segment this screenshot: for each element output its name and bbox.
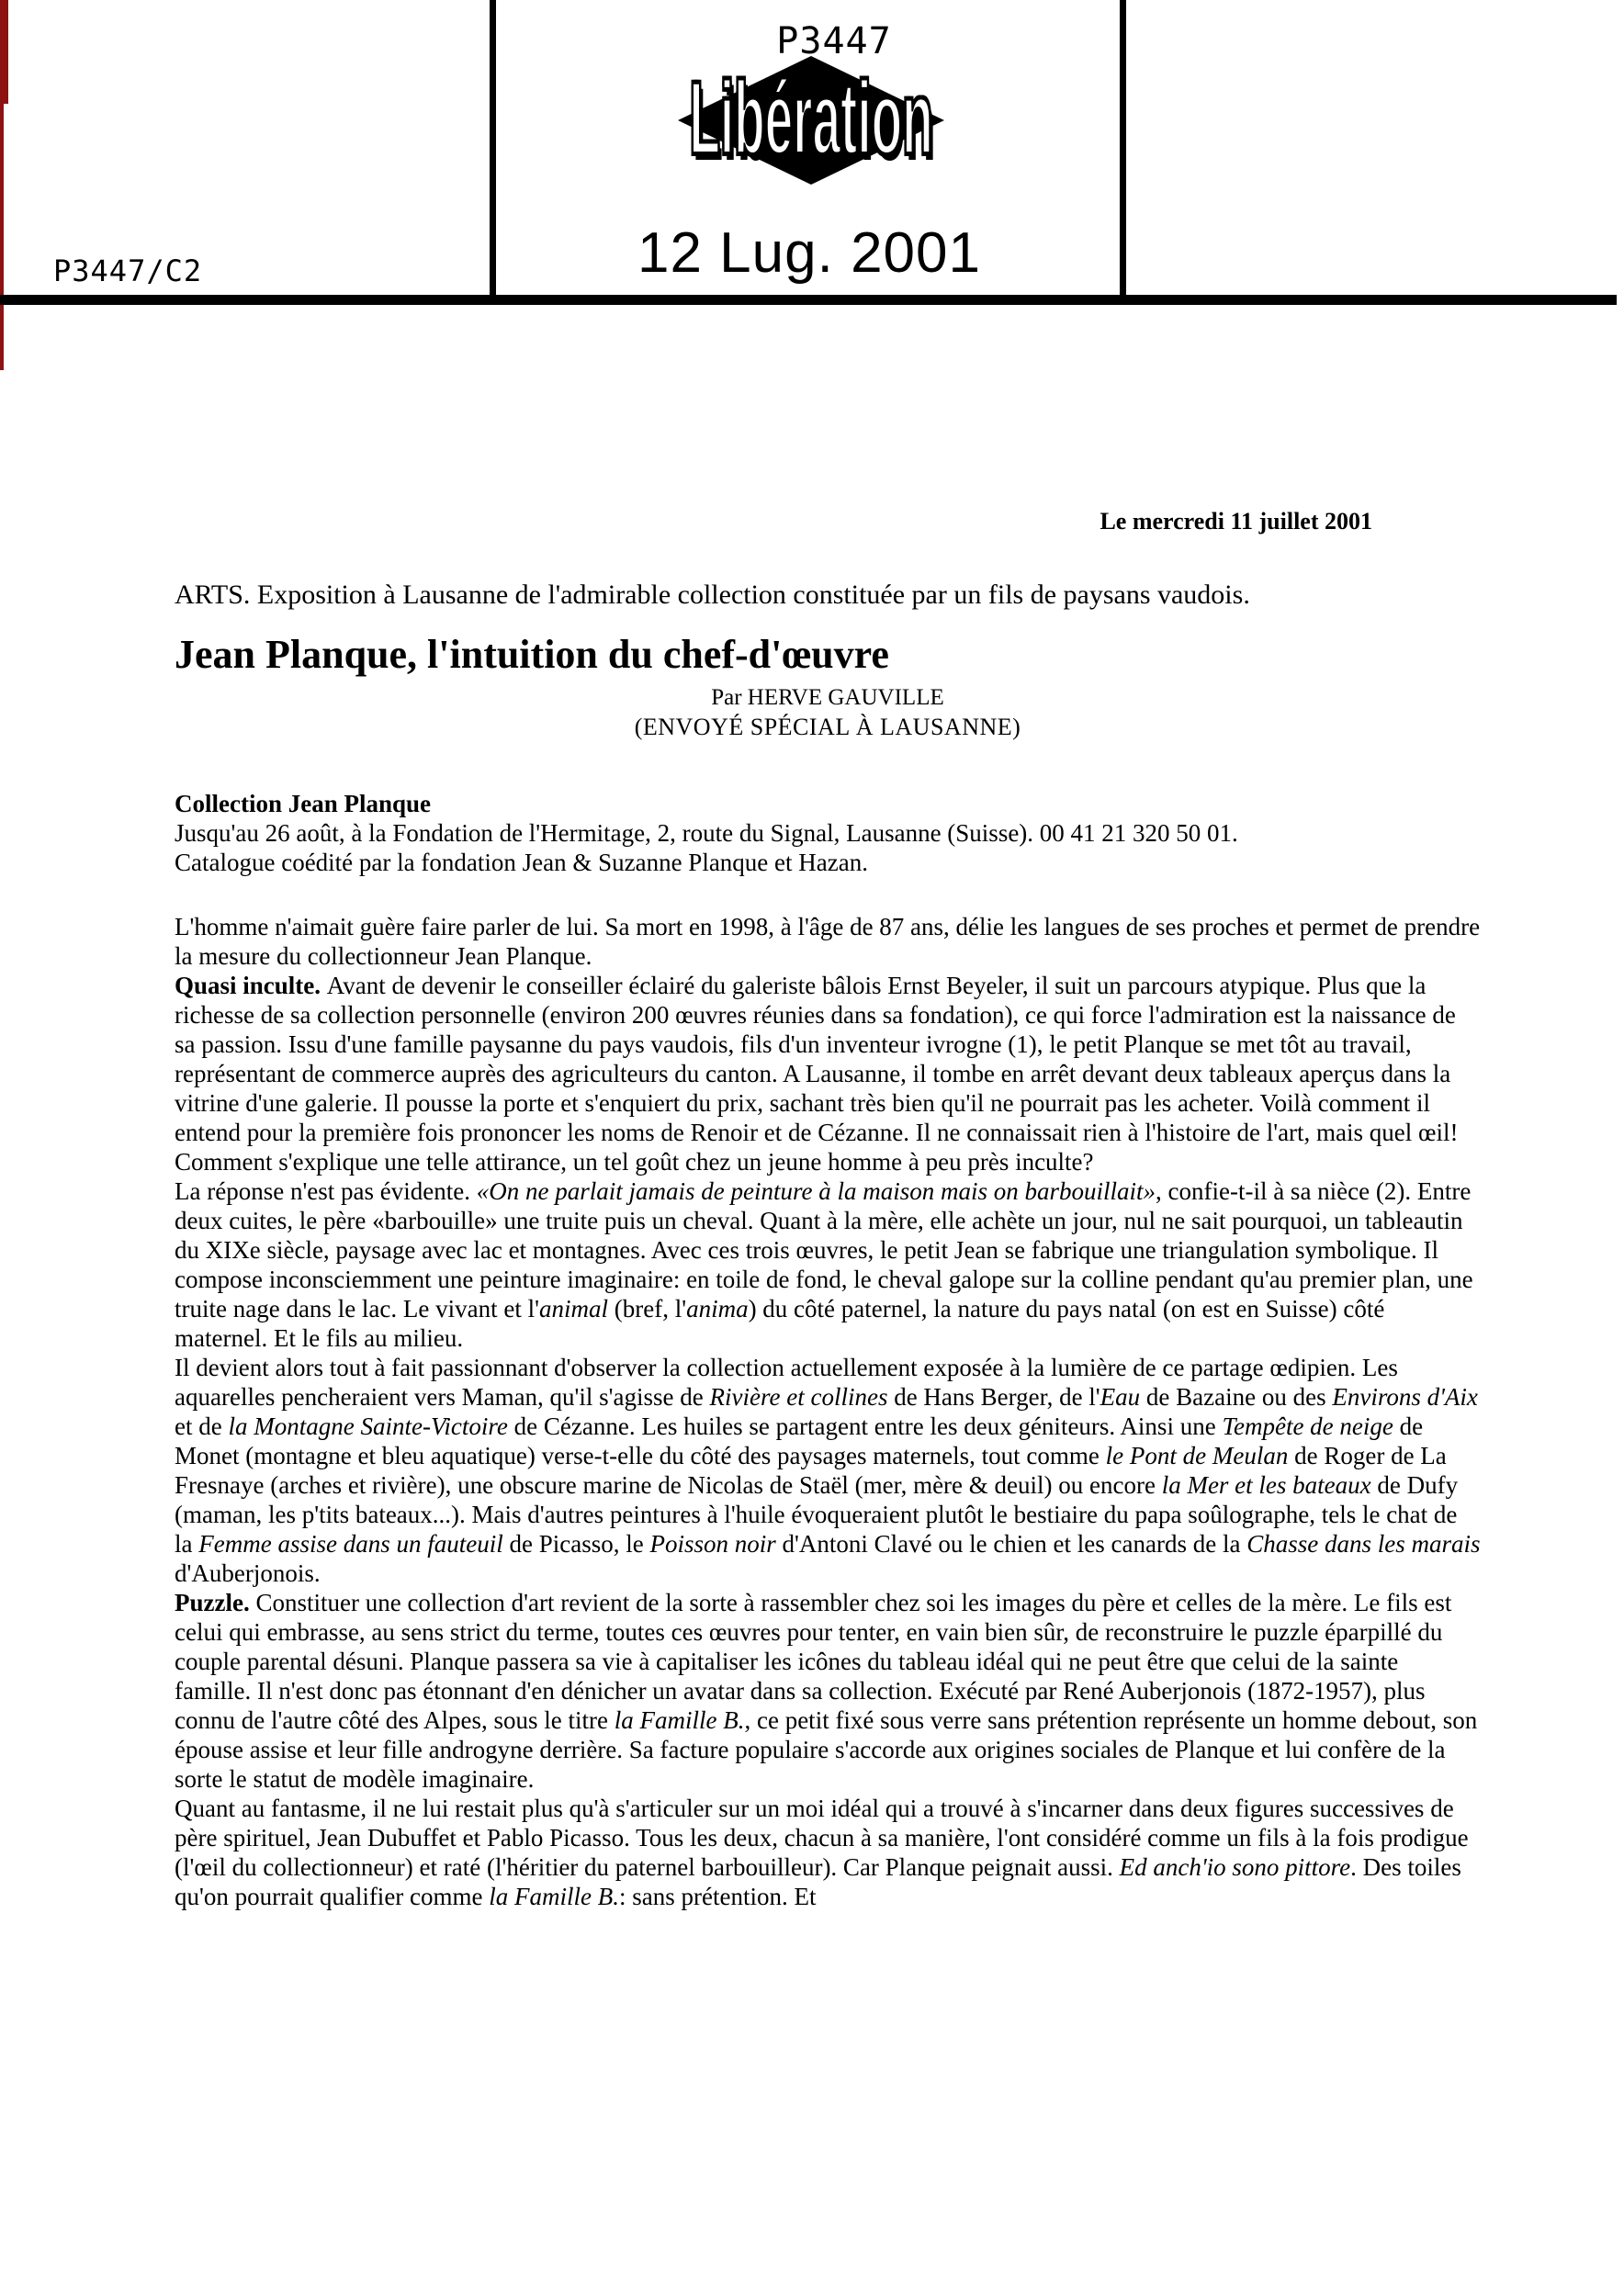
text-run: anima	[686, 1295, 749, 1322]
exhibition-info-heading: Collection Jean Planque	[175, 790, 432, 817]
text-run: de Monet (montagne et bleu aquatique) verse-t-elle du côté des paysages maternels, tout comme	[175, 1412, 1424, 1469]
body-paragraph	[175, 1794, 1481, 1911]
article-dateline: Le mercredi 11 juillet 2001	[1100, 508, 1372, 535]
scan-edge-artifact-top	[0, 0, 8, 104]
press-code-label: P3447	[776, 20, 892, 62]
article	[175, 505, 1481, 1911]
article-byline: Par HERVE GAUVILLE	[711, 685, 944, 710]
text-run: , ce petit fixé sous verre sans prétention représente un homme debout, son épouse assise et leur fille androgyne derrière. Sa facture populaire s'accorde aux origines sociales de Planque et lui confère de la sorte le statut de modèle imaginaire.	[175, 1706, 1478, 1793]
text-run: Femme assise dans un fauteuil	[198, 1530, 503, 1558]
text-run: Poisson noir	[649, 1530, 776, 1558]
logo-wordmark: Libération	[689, 60, 933, 175]
article-body	[175, 912, 1481, 1911]
text-run: Il devient alors tout à fait passionnant d'observer la collection actuellement exposée à la lumière de ce partage œdipien. Les aquarelles pencheraient vers Maman, qu'il s'agisse de	[175, 1354, 1398, 1411]
article-byline-note: (ENVOYÉ SPÉCIAL À LAUSANNE)	[634, 714, 1021, 740]
text-run: de Cézanne. Les huiles se partagent entre les deux géniteurs. Ainsi une	[507, 1412, 1223, 1440]
text-run: «On ne parlait jamais de peinture à la maison mais on barbouillait»	[476, 1177, 1156, 1205]
header-divider-left	[490, 0, 496, 302]
scan-edge-artifact-side	[0, 104, 4, 370]
text-run: La réponse n'est pas évidente.	[175, 1177, 477, 1205]
body-paragraph	[175, 1353, 1481, 1588]
text-run: de Hans Berger, de l'	[887, 1383, 1100, 1411]
text-run: Eau	[1100, 1383, 1141, 1411]
text-run: Constituer une collection d'art revient de la sorte à rassembler chez soi les images du père et celles de la mère. Le fils est celui qui embrasse, au sens strict du terme, toutes ces œuvres pour tenter, en vain bien sûr, de reconstruire le puzzle éparpillé du couple parental désuni. Planque passera sa vie à capitaliser les icônes du tableau idéal qui ne peut être que celui de la sainte famille. Il n'est donc pas étonnant d'en dénicher un avatar dans sa collection. Exécuté par René Auberjonois (1872-1957), plus connu de l'autre côté des Alpes, sous le titre	[175, 1589, 1452, 1734]
text-run: de Bazaine ou des	[1140, 1383, 1333, 1411]
header-rule	[0, 295, 1617, 305]
text-run: L'homme n'aimait guère faire parler de lui. Sa mort en 1998, à l'âge de 87 ans, délie les langues de ses proches et permet de prendre la mesure du collectionneur Jean Planque.	[175, 913, 1481, 970]
liberation-logo	[678, 56, 944, 185]
text-run: Puzzle.	[175, 1589, 256, 1616]
text-run: Environs d'Aix	[1332, 1383, 1478, 1411]
text-run: la Famille B.	[614, 1706, 745, 1734]
text-run: et de	[175, 1412, 229, 1440]
text-run: Tempête de neige	[1222, 1412, 1393, 1440]
text-run: : sans prétention. Et	[619, 1883, 817, 1910]
text-run: d'Antoni Clavé ou le chien et les canards de la	[775, 1530, 1247, 1558]
text-run: la Montagne Sainte-Victoire	[228, 1412, 508, 1440]
exhibition-info	[175, 789, 1481, 877]
text-run: de Picasso, le	[502, 1530, 650, 1558]
text-run: de Dufy (maman, les p'tits bateaux...). Mais d'autres peintures à l'huile évoqueraient plutôt le bestiaire du papa soûlographe, tels le chat de la	[175, 1471, 1459, 1558]
article-kicker: ARTS. Exposition à Lausanne de l'admirable collection constituée par un fils de paysans vaudois.	[175, 580, 1250, 610]
text-run: animal	[538, 1295, 608, 1322]
text-run: , confie-t-il à sa nièce (2). Entre deux cuites, le père «barbouille» une truite puis un cheval. Quant à la mère, elle achète un jour, nul ne sait pourquoi, un tableautin du XIXe siècle, paysage avec lac et montagnes. Avec ces trois œuvres, le petit Jean se fabrique une triangulation symbolique. Il compose inconsciemment une peinture imaginaire: en toile de fond, le cheval galope sur la colline pendant qu'au premier plan, une truite nage dans le lac. Le vivant et l'	[175, 1177, 1473, 1322]
text-run: le Pont de Meulan	[1105, 1442, 1289, 1469]
text-run: d'Auberjonois.	[175, 1559, 321, 1587]
text-run: . Des toiles qu'on pourrait qualifier comme	[175, 1853, 1461, 1910]
text-run: de Roger de La Fresnaye (arches et rivière), une obscure marine de Nicolas de Staël (mer, mère & deuil) ou encore	[175, 1442, 1447, 1499]
text-run: (bref, l'	[607, 1295, 687, 1322]
exhibition-info-line1: Jusqu'au 26 août, à la Fondation de l'Hermitage, 2, route du Signal, Lausanne (Suisse). 00 41 21 320 50 01.	[175, 819, 1238, 847]
text-run: Rivière et collines	[709, 1383, 888, 1411]
body-paragraph	[175, 1588, 1481, 1794]
article-title: Jean Planque, l'intuition du chef-d'œuvre	[175, 632, 889, 677]
text-run: Quant au fantasme, il ne lui restait plus qu'à s'articuler sur un moi idéal qui a trouvé à s'incarner dans deux figures successives de père spirituel, Jean Dubuffet et Pablo Picasso. Tous les deux, chacun à sa manière, l'ont considéré comme un fils à la fois prodigue (l'œil du collectionneur) et raté (l'héritier du paternel barbouilleur). Car Planque peignait aussi.	[175, 1795, 1469, 1881]
text-run: la Mer et les bateaux	[1161, 1471, 1371, 1499]
text-run: ) du côté paternel, la nature du pays natal (on est en Suisse) côté maternel. Et le fils au milieu.	[175, 1295, 1385, 1352]
text-run: Avant de devenir le conseiller éclairé du galeriste bâlois Ernst Beyeler, il suit un parcours atypique. Plus que la richesse de sa collection personnelle (environ 200 œuvres réunies dans sa fondation), ce qui force l'admiration est la naissance de sa passion. Issu d'une famille paysanne du pays vaudois, fils d'un inventeur ivrogne (1), le petit Planque se met tôt au travail, représentant de commerce auprès des agriculteurs du canton. A Lausanne, il tombe en arrêt devant deux tableaux aperçus dans la vitrine d'une galerie. Il pousse la porte et s'enquiert du prix, sachant très bien qu'il ne pourrait pas les acheter. Voilà comment il entend pour la première fois prononcer les noms de Renoir et de Cézanne. Il ne connaissait rien à l'histoire de l'art, mais quel œil! Comment s'explique une telle attirance, un tel goût chez un jeune homme à peu près inculte?	[175, 972, 1459, 1176]
text-run: Ed anch'io sono pittore	[1119, 1853, 1351, 1881]
stamp-date: 12 Lug. 2001	[637, 221, 981, 285]
exhibition-info-line2: Catalogue coédité par la fondation Jean & Suzanne Planque et Hazan.	[175, 849, 868, 876]
body-paragraph	[175, 971, 1481, 1176]
body-paragraph	[175, 912, 1481, 971]
text-run: Quasi inculte.	[175, 972, 327, 999]
clip-code-label: P3447/C2	[53, 253, 203, 288]
text-run: la Famille B.	[489, 1883, 619, 1910]
text-run: Chasse dans les marais	[1246, 1530, 1481, 1558]
body-paragraph	[175, 1176, 1481, 1353]
